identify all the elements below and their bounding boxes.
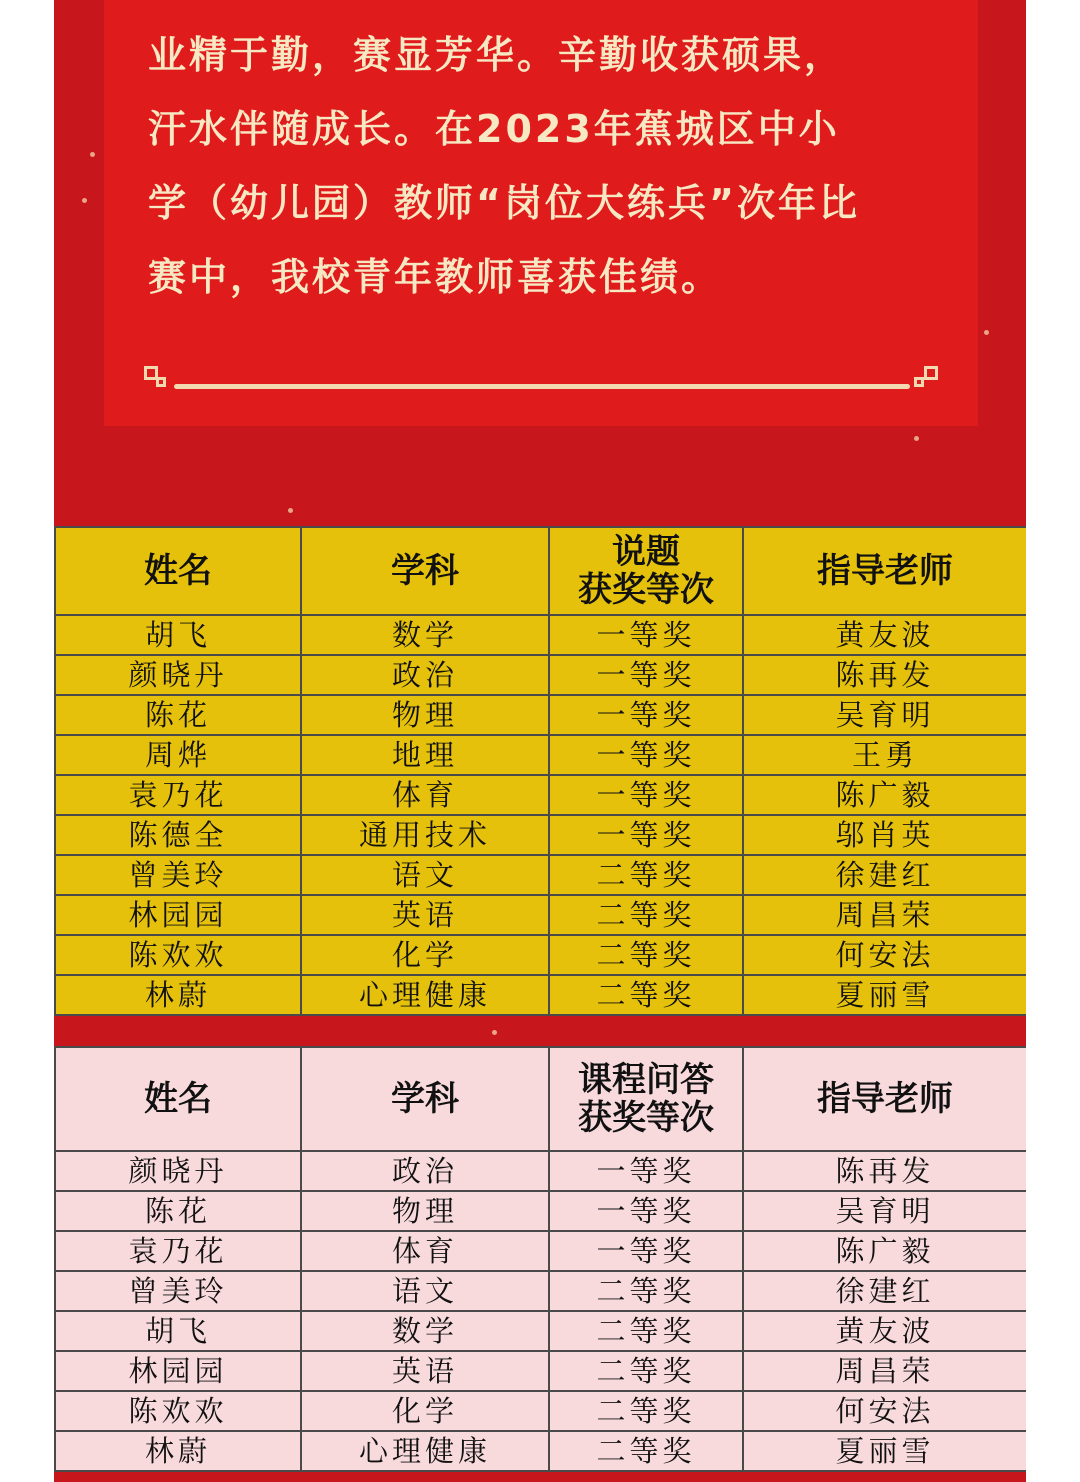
- table-row: [55, 775, 1026, 815]
- table-row: [55, 1271, 1026, 1311]
- decor-dot: [984, 330, 989, 335]
- cell-award: 一等奖: [549, 1151, 743, 1191]
- cell-mentor: 陈广毅: [743, 1231, 1026, 1271]
- cell-name: 曾美玲: [55, 1271, 301, 1311]
- decor-dot: [90, 152, 95, 157]
- table-row: [55, 695, 1026, 735]
- table-row: [55, 1351, 1026, 1391]
- header-name: 姓名: [55, 1047, 301, 1151]
- qa-results-table: [54, 1046, 1026, 1472]
- cell-award: 一等奖: [549, 735, 743, 775]
- header-subject: 学科: [301, 527, 549, 615]
- table-row: [55, 615, 1026, 655]
- cell-subject: 英语: [301, 1351, 549, 1391]
- cell-name: 胡飞: [55, 615, 301, 655]
- cell-award: 二等奖: [549, 975, 743, 1015]
- table-row: [55, 975, 1026, 1015]
- cell-mentor: 夏丽雪: [743, 975, 1026, 1015]
- cell-mentor: 吴育明: [743, 695, 1026, 735]
- cell-award: 二等奖: [549, 1391, 743, 1431]
- cell-mentor: 陈广毅: [743, 775, 1026, 815]
- cell-name: 林蔚: [55, 1431, 301, 1471]
- header-mentor: 指导老师: [743, 1047, 1026, 1151]
- cell-subject: 地理: [301, 735, 549, 775]
- cell-award: 二等奖: [549, 1271, 743, 1311]
- poster-background: [54, 0, 1026, 1482]
- cell-name: 陈花: [55, 695, 301, 735]
- cell-subject: 物理: [301, 695, 549, 735]
- header-award: [549, 527, 743, 615]
- cell-award: 一等奖: [549, 775, 743, 815]
- cell-name: 颜晓丹: [55, 655, 301, 695]
- table-row: [55, 1311, 1026, 1351]
- table-row: [55, 855, 1026, 895]
- cell-award: 一等奖: [549, 695, 743, 735]
- cell-mentor: 何安法: [743, 935, 1026, 975]
- cell-subject: 心理健康: [301, 1431, 549, 1471]
- speech-results-table: [54, 526, 1026, 1016]
- cell-award: 一等奖: [549, 615, 743, 655]
- cell-subject: 英语: [301, 895, 549, 935]
- decor-dot: [492, 1030, 497, 1035]
- cell-subject: 数学: [301, 1311, 549, 1351]
- table-header-row: [55, 527, 1026, 615]
- cell-mentor: 黄友波: [743, 1311, 1026, 1351]
- header-award: [549, 1047, 743, 1151]
- cell-name: 陈欢欢: [55, 935, 301, 975]
- cell-subject: 数学: [301, 615, 549, 655]
- cell-award: 一等奖: [549, 1191, 743, 1231]
- cell-mentor: 夏丽雪: [743, 1431, 1026, 1471]
- cell-mentor: 吴育明: [743, 1191, 1026, 1231]
- header-subject: 学科: [301, 1047, 549, 1151]
- frame-corner-left-small-icon: [156, 377, 166, 387]
- frame-corner-right-icon: [924, 366, 938, 380]
- cell-name: 陈德全: [55, 815, 301, 855]
- cell-mentor: 王勇: [743, 735, 1026, 775]
- cell-award: 二等奖: [549, 1351, 743, 1391]
- cell-mentor: 陈再发: [743, 1151, 1026, 1191]
- cell-award: 二等奖: [549, 855, 743, 895]
- cell-mentor: 周昌荣: [743, 895, 1026, 935]
- cell-name: 周烨: [55, 735, 301, 775]
- cell-name: 曾美玲: [55, 855, 301, 895]
- header-award-line2: 获奖等次: [578, 1098, 714, 1138]
- intro-line: 赛中，我校青年教师喜获佳绩。: [148, 255, 723, 299]
- cell-name: 袁乃花: [55, 1231, 301, 1271]
- cell-award: 一等奖: [549, 815, 743, 855]
- table-row: [55, 935, 1026, 975]
- intro-panel: [104, 0, 978, 426]
- table-row: [55, 895, 1026, 935]
- header-mentor: 指导老师: [743, 527, 1026, 615]
- cell-subject: 政治: [301, 655, 549, 695]
- cell-award: 二等奖: [549, 1431, 743, 1471]
- cell-subject: 政治: [301, 1151, 549, 1191]
- table-row: [55, 815, 1026, 855]
- cell-name: 林蔚: [55, 975, 301, 1015]
- cell-mentor: 徐建红: [743, 855, 1026, 895]
- cell-subject: 化学: [301, 935, 549, 975]
- cell-subject: 心理健康: [301, 975, 549, 1015]
- intro-line: 学（幼儿园）教师“岗位大练兵”次年比: [148, 181, 860, 225]
- table-header-row: [55, 1047, 1026, 1151]
- cell-mentor: 黄友波: [743, 615, 1026, 655]
- decor-dot: [914, 436, 919, 441]
- cell-name: 胡飞: [55, 1311, 301, 1351]
- cell-name: 林园园: [55, 1351, 301, 1391]
- table-row: [55, 1431, 1026, 1471]
- intro-line: 汗水伴随成长。在2023年蕉城区中小: [148, 107, 840, 151]
- cell-subject: 物理: [301, 1191, 549, 1231]
- header-award-line1: 说题: [612, 532, 680, 572]
- intro-paragraph: [148, 18, 938, 314]
- header-award-line2: 获奖等次: [578, 570, 714, 610]
- table-row: [55, 735, 1026, 775]
- decor-dot: [82, 198, 87, 203]
- table-row: [55, 1231, 1026, 1271]
- cell-award: 二等奖: [549, 1311, 743, 1351]
- cell-subject: 语文: [301, 855, 549, 895]
- cell-name: 陈欢欢: [55, 1391, 301, 1431]
- cell-award: 一等奖: [549, 1231, 743, 1271]
- cell-mentor: 周昌荣: [743, 1351, 1026, 1391]
- cell-award: 二等奖: [549, 895, 743, 935]
- table-row: [55, 1391, 1026, 1431]
- cell-subject: 体育: [301, 1231, 549, 1271]
- cell-subject: 化学: [301, 1391, 549, 1431]
- cell-subject: 体育: [301, 775, 549, 815]
- cell-award: 一等奖: [549, 655, 743, 695]
- table-row: [55, 1151, 1026, 1191]
- cell-mentor: 邬肖英: [743, 815, 1026, 855]
- intro-line: 业精于勤，赛显芳华。辛勤收获硕果，: [148, 33, 846, 77]
- cell-mentor: 徐建红: [743, 1271, 1026, 1311]
- cell-mentor: 何安法: [743, 1391, 1026, 1431]
- header-name: 姓名: [55, 527, 301, 615]
- header-award-line1: 课程问答: [578, 1060, 714, 1100]
- cell-award: 二等奖: [549, 935, 743, 975]
- cell-name: 陈花: [55, 1191, 301, 1231]
- decor-dot: [288, 508, 293, 513]
- frame-divider-line: [174, 384, 910, 389]
- cell-name: 颜晓丹: [55, 1151, 301, 1191]
- table-row: [55, 1191, 1026, 1231]
- cell-subject: 语文: [301, 1271, 549, 1311]
- table-row: [55, 655, 1026, 695]
- cell-name: 林园园: [55, 895, 301, 935]
- cell-name: 袁乃花: [55, 775, 301, 815]
- frame-corner-right-small-icon: [914, 377, 924, 387]
- cell-mentor: 陈再发: [743, 655, 1026, 695]
- cell-subject: 通用技术: [301, 815, 549, 855]
